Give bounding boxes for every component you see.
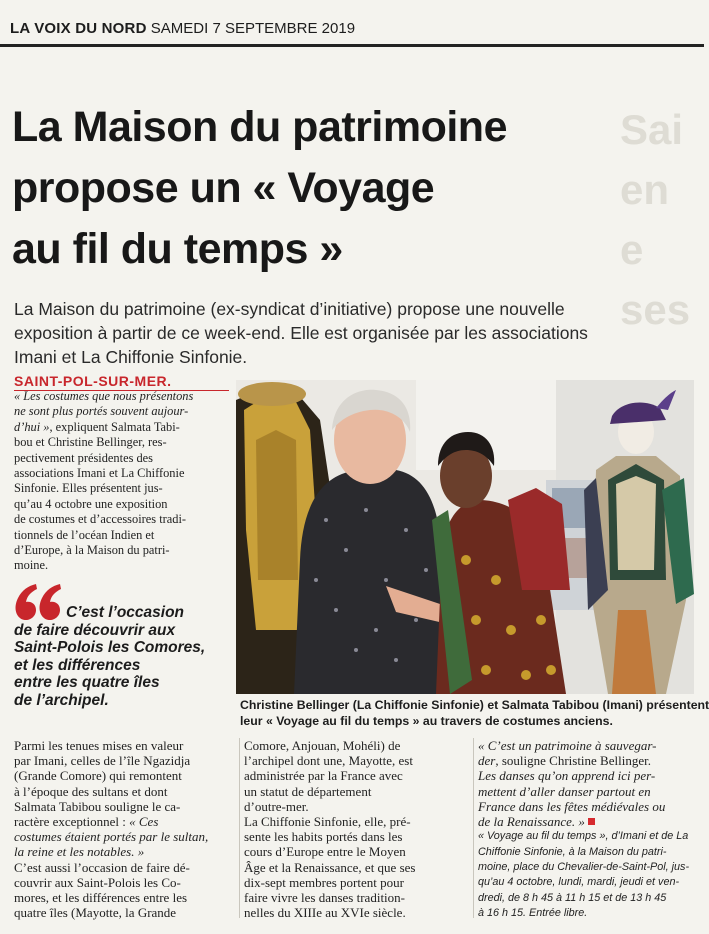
text-line xyxy=(14,799,236,814)
body-text: Parmi les tenues mises en valeur xyxy=(14,738,184,753)
body-text: moine. xyxy=(14,558,49,573)
body-text: d’outre-mer. xyxy=(244,798,309,814)
text-line xyxy=(244,905,470,920)
body-text: Sinfonie. Elles présentent jus- xyxy=(14,481,163,496)
text-line xyxy=(244,814,470,829)
body-text: pectivement présidentes des xyxy=(14,450,154,465)
text-line xyxy=(244,753,470,768)
body-text: bou et Christine Bellinger, res- xyxy=(14,435,167,450)
italic-quote: de la Renaissance. » xyxy=(478,814,585,830)
italic-quote: la reine et les notables. » xyxy=(14,844,145,860)
headline-line: La Maison du patrimoine xyxy=(12,103,507,151)
text-line xyxy=(244,890,470,905)
text-line xyxy=(14,512,232,527)
text-line xyxy=(14,753,236,768)
body-text: ractère exceptionnel : xyxy=(14,814,130,830)
caption-line: leur « Voyage au fil du temps » au travers de costumes anciens. xyxy=(240,714,613,728)
standfirst-line: Imani et La Chiffonie Sinfonie. xyxy=(14,347,248,367)
text-line xyxy=(478,738,700,753)
italic-quote: « Ces xyxy=(129,814,159,830)
standfirst-line: exposition à partir de ce week-end. Elle est organisée par les associations xyxy=(14,323,588,343)
text-line xyxy=(14,497,232,512)
body-text: Âge et la Renaissance, et que ses xyxy=(244,859,416,875)
info-line: moine, place du Chevalier-de-Saint-Pol, jus- xyxy=(478,861,690,874)
body-text: un statut de département xyxy=(244,783,372,799)
info-line: à 16 h 15. Entrée libre. xyxy=(478,907,588,920)
intro-paragraph xyxy=(14,389,232,574)
text-line xyxy=(14,844,236,859)
info-line: « Voyage au fil du temps », d’Imani et de La xyxy=(478,830,689,843)
article-photo xyxy=(236,380,694,694)
body-text: mores, et les différences entre les xyxy=(14,890,188,906)
italic-quote: France dans les fêtes médiévales ou xyxy=(478,798,666,814)
text-line xyxy=(14,814,236,829)
dateline: SAINT-POL-SUR-MER. xyxy=(14,373,172,389)
standfirst xyxy=(14,297,694,369)
body-text: tionnels de l’océan Indien et xyxy=(14,527,155,542)
newspaper-name: LA VOIX DU NORD xyxy=(10,20,147,37)
text-line xyxy=(14,435,232,450)
body-text: de costumes et d’accessoires tradi- xyxy=(14,512,187,527)
masthead-rule xyxy=(0,44,704,47)
body-text: par Imani, celles de l’île Ngazidja xyxy=(14,753,191,769)
body-text: , expliquent Salmata Tabi- xyxy=(49,419,180,434)
end-mark-icon xyxy=(588,818,595,825)
pull-quote-line: de faire découvrir aux xyxy=(14,621,176,639)
text-line xyxy=(14,420,232,435)
text-line xyxy=(478,814,700,829)
body-text: administrée par la France avec xyxy=(244,768,403,784)
text-line xyxy=(244,738,470,753)
info-line: qu’au 4 octobre, lundi, mardi, jeudi et ven- xyxy=(478,876,680,889)
body-text: cours d’Europe entre le Moyen xyxy=(244,844,406,860)
body-text: Comore, Anjouan, Mohéli) de xyxy=(244,738,401,753)
text-line xyxy=(244,844,470,859)
italic-quote: Les danses qu’on apprend ici per- xyxy=(478,768,656,784)
text-line xyxy=(244,875,470,890)
body-text: qu’au 4 octobre une exposition xyxy=(14,496,168,511)
text-line xyxy=(244,768,470,783)
text-line xyxy=(14,890,236,905)
text-line xyxy=(14,768,236,783)
body-text: quatre îles (Mayotte, la Grande xyxy=(14,905,177,921)
body-text: C’est aussi l’occasion de faire dé- xyxy=(14,859,190,875)
pull-quote-line: entre les quatre îles xyxy=(14,674,160,692)
text-line xyxy=(14,543,232,558)
info-line: dredi, de 8 h 45 à 11 h 15 et de 13 h 45 xyxy=(478,891,667,904)
body-text: associations Imani et La Chiffonie xyxy=(14,466,185,481)
photo-caption xyxy=(240,697,709,729)
body-text: Salmata Tabibou souligne le ca- xyxy=(14,798,181,814)
text-line xyxy=(14,875,236,890)
caption-line: Christine Bellinger (La Chiffonie Sinfonie) et Salmata Tabibou (Imani) présentent xyxy=(240,698,709,712)
text-line xyxy=(14,905,236,920)
column-1 xyxy=(14,738,236,920)
text-line xyxy=(14,466,232,481)
column-3 xyxy=(478,738,700,922)
body-text: , souligne Christine Bellinger. xyxy=(495,753,651,769)
body-text: à l’époque des sultans et dont xyxy=(14,783,168,799)
text-line xyxy=(14,558,232,573)
italic-quote: ne sont plus portés souvent aujour- xyxy=(14,404,189,419)
body-text: dix-sept membres portent pour xyxy=(244,874,404,890)
text-line xyxy=(14,829,236,844)
italic-quote: « C’est un patrimoine à sauvegar- xyxy=(478,738,657,753)
text-line xyxy=(14,481,232,496)
text-line xyxy=(244,784,470,799)
text-line xyxy=(478,784,700,799)
italic-quote: d’hui » xyxy=(14,419,50,434)
italic-quote: costumes étaient portés par le sultan, xyxy=(14,829,209,845)
italic-quote: der xyxy=(478,753,496,769)
pull-quote-line: et les différences xyxy=(14,656,141,674)
background-ghost-text: Sai en e ses xyxy=(620,106,691,333)
text-line xyxy=(244,829,470,844)
body-text: nelles du XIIIe au XVIe siècle. xyxy=(244,905,406,921)
text-line xyxy=(478,753,700,768)
masthead xyxy=(10,20,694,38)
pull-quote-line: C’est l’occasion xyxy=(66,604,185,621)
issue-date: SAMEDI 7 SEPTEMBRE 2019 xyxy=(150,20,356,37)
column-separator xyxy=(473,738,474,918)
body-text: d’Europe, à la Maison du patri- xyxy=(14,543,170,558)
body-text: sente les habits portés dans les xyxy=(244,829,403,845)
text-line xyxy=(244,860,470,875)
body-text: La Chiffonie Sinfonie, elle, pré- xyxy=(244,814,411,830)
text-line xyxy=(14,389,232,404)
column-separator xyxy=(239,738,240,918)
body-text: faire vivre les danses tradition- xyxy=(244,890,405,906)
practical-info xyxy=(478,829,700,921)
text-line xyxy=(244,799,470,814)
body-text: (Grande Comore) qui remontent xyxy=(14,768,182,784)
text-line xyxy=(478,768,700,783)
info-line: Chiffonie Sinfonie, à la Maison du patri- xyxy=(478,845,667,858)
text-line xyxy=(14,738,236,753)
pull-quote-line: Saint-Polois les Comores, xyxy=(14,639,206,657)
text-line xyxy=(14,451,232,466)
italic-quote: mettent d’aller danser partout en xyxy=(478,783,651,799)
headline-line: au fil du temps » xyxy=(12,225,343,273)
body-text: couvrir aux Saint-Polois les Co- xyxy=(14,874,181,890)
text-line xyxy=(14,404,232,419)
text-line xyxy=(14,784,236,799)
body-text: l’archipel dont une, Mayotte, est xyxy=(244,753,413,769)
text-line xyxy=(478,799,700,814)
pull-quote xyxy=(14,604,234,710)
italic-quote: « Les costumes que nous présentons xyxy=(14,389,194,403)
column-2 xyxy=(244,738,470,920)
standfirst-line: La Maison du patrimoine (ex-syndicat d’initiative) propose une nouvelle xyxy=(14,299,565,319)
pull-quote-line: de l’archipel. xyxy=(14,691,109,709)
headline xyxy=(12,97,612,280)
text-line xyxy=(14,860,236,875)
text-line xyxy=(14,528,232,543)
headline-line: propose un « Voyage xyxy=(12,164,435,212)
